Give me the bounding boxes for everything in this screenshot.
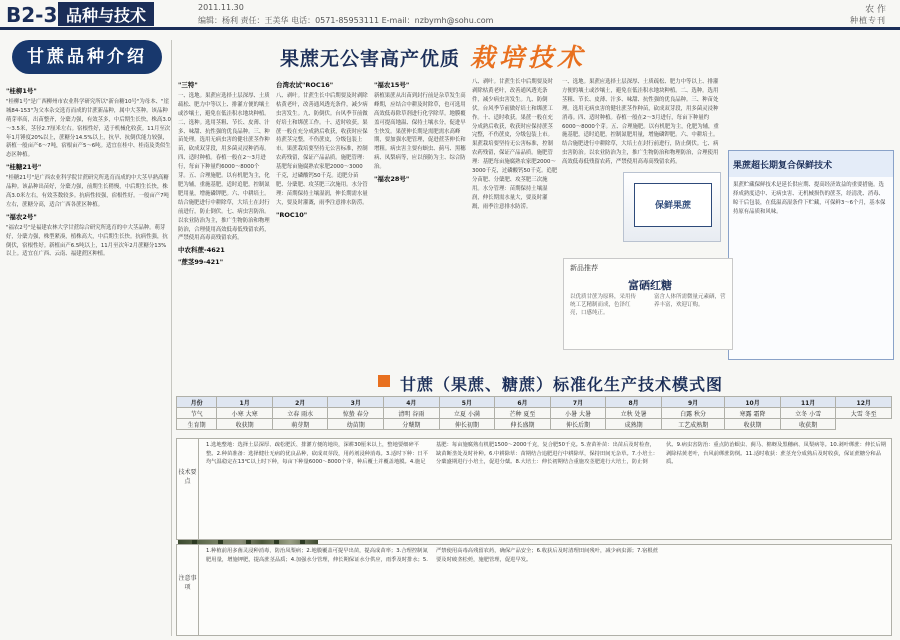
table-cell: 月份 — [177, 397, 217, 408]
table-cell: 立夏 小满 — [439, 408, 495, 419]
variety-subtitle: "蔗茎99-421" — [178, 258, 224, 267]
table-cell: 惊蛰 春分 — [328, 408, 384, 419]
table-cell: 伸长初期 — [439, 419, 495, 430]
product-label: 保鲜果蔗 — [634, 183, 712, 227]
table-cell: 收获期 — [780, 419, 836, 430]
table-cell: 4月 — [384, 397, 440, 408]
table-cell: 1月 — [217, 397, 273, 408]
table-cell: 立秋 处暑 — [606, 408, 662, 419]
table-cell: 萌芽期 — [272, 419, 328, 430]
page-category-sub: 种植专刊 — [850, 16, 886, 25]
table-cell: 清明 谷雨 — [384, 408, 440, 419]
left-column — [6, 40, 172, 636]
notes-block — [176, 544, 892, 636]
article-text: 一、选地。果蔗应选择土层深厚、土质疏松、肥力中等以上、排灌方便的壤土或沙壤土，避免在低洼积水地块种植。二、选种。选用茎粗、节长、皮薄、汁多、味甜、抗性强的优良品种。三、种苗处理。选用无病虫害的健壮蔗茎作种苗，砍成双芽段，用多菌灵浸种消毒。四、适时种植。春植一般在2～3月进行，每亩下种量约6000～8000个芽。五、合理施肥。以有机肥为主，化肥为辅，重施基肥，适时追肥，控制氮肥用量，增施磷钾肥。六、中耕培土。结合施肥进行中耕除草，大培土在封行前进行，防止倒伏。七、病虫害防治。以农业防治为主，推广生物防治和物理防治，合理使用高效低毒低残留农药，严禁使用高毒高残留农药。 — [178, 92, 270, 242]
page-number: B2-3 — [6, 3, 58, 27]
variety-subtitle: "ROC10" — [276, 210, 308, 219]
ad-kicker: 新品推荐 — [570, 264, 598, 272]
table-row — [177, 408, 892, 419]
table-cell: 寒露 霜降 — [725, 408, 781, 419]
variety-paragraph: "桂糖21号"是广西农业科学院甘蔗研究所选育而成的中大茎早熟高糖品种。该品种出苗好，分蘖力强，前期生长稍慢，中后期生长快，株高3.0米左右，有效茎数较多。抗病性较强，宿根性好。一般亩产7吨左右，蔗糖分高，适合广西各蔗区种植。 — [6, 175, 169, 208]
variety-subtitle: "桂柳1号" — [6, 87, 37, 95]
table-cell: 大雪 冬至 — [836, 408, 892, 419]
table-cell: 芒种 夏至 — [495, 408, 551, 419]
table-cell: 白露 秋分 — [661, 408, 724, 419]
issue-date: 2011.11.30 — [198, 3, 244, 12]
variety-subtitle: "三特" — [178, 81, 198, 89]
table-title: 甘蔗（果蔗、糖蔗）标准化生产技术模式图 — [400, 372, 723, 395]
product-image — [623, 172, 721, 242]
table-cell: 小寒 大寒 — [217, 408, 273, 419]
editor-info: 编辑：杨利 责任：王美华 电话：0571-85953111 E-mail：nzbymh@sohu.com — [198, 16, 494, 25]
table-cell: 2月 — [272, 397, 328, 408]
variety-subtitle: "桂糖21号" — [6, 163, 42, 172]
article-text: 新植果蔗从出苗到封行前是杂草发生高峰期，应结合中耕及时除草，也可选用高效低毒除草剂进行化学除草。地膜覆盖可提高地温、保持土壤水分，促进早生快发。果蔗伸长期是需肥需水高峰期，要加强水肥管理，促进蔗茎伸长和增粗。病虫害主要有螟虫、蓟马、黑穗病、凤梨病等，应以预防为主、综合防治。 — [374, 92, 466, 171]
table-cell: 7月 — [550, 397, 606, 408]
variety-paragraph: "福农2号"是福建农林大学甘蔗综合研究所选育的中大茎品种。萌芽好，分蘖力强，株型紧凑，植株高大，中后期生长快。抗病性强，抗倒伏，宿根性好。新植亩产6.5吨以上，11月至次年2月蔗糖分13%以上。适宜在广西、云南、福建蔗区种植。 — [6, 224, 168, 258]
article-col-3 — [374, 78, 466, 368]
article-col-2 — [276, 78, 368, 368]
table-cell: 5月 — [439, 397, 495, 408]
tech-points-block — [176, 438, 892, 540]
headline-accent: 栽培技术 — [470, 43, 587, 72]
table-row — [177, 419, 892, 430]
table-cell: 伸长盛期 — [495, 419, 551, 430]
variety-subtitle: 中农科蔗-4621 — [178, 246, 225, 255]
table-cell: 幼苗期 — [328, 419, 384, 430]
table-cell: 立春 雨水 — [272, 408, 328, 419]
ad-text-right: 富含人体所需微量元素硒，营养丰富，欢迎订购。 — [654, 294, 726, 308]
table-cell: 9月 — [661, 397, 724, 408]
ad-text-left: 以优质甘蔗为原料，采用传统工艺精制而成，色泽红亮，口感纯正。 — [570, 294, 637, 316]
section-title: 品种与技术 — [58, 2, 154, 26]
tech-table — [176, 396, 892, 430]
page-header — [0, 0, 900, 30]
variety-paragraph: "桂柳1号"是广西柳州市农业科学研究所以"新台糖10号"为母本、"崖城84-153"为父本杂交选育而成的甘蔗新品种，属中大茎种。该品种萌芽率高，出苗整齐，分蘖力强，有效茎多，中后期生长快，株高3.0～3.5米，茎径2.7厘米左右。宿根性好，适于机械化收获。11月至次年1月锤度20%以上，蔗糖分14.5%以上，抗旱、抗倒伏能力较强，新植一般亩产6～7吨，宿根亩产5～6吨。适宜在桂中、桂南及类似生态区种植。 — [6, 98, 171, 159]
preservation-text: 果蔗贮藏保鲜技术是延长供应期、提高经济效益的重要措施。选择成熟度适中、无病虫害、无机械损伤的蔗茎，经清洗、消毒、晾干后包装，在低温高湿条件下贮藏，可保鲜3～6个月，基本保持原有品质和风味。 — [733, 182, 886, 215]
block-side-label: 注意事项 — [177, 545, 199, 635]
article-text: 八、剥叶。甘蔗生长中后期要及时剥除枯黄老叶，改善通风透光条件，减少病虫害发生。九、防倒伏。台风季节前做好培土和绑蔗工作。十、适时收获。果蔗一般在充分成熟后收获，收获时应保持蔗茎完整，不伤蔗皮，分级包装上市。果蔗栽培要坚持无公害标准，控制农药残留，保证产品品质。施肥管理：基肥每亩施腐熟农家肥2000～3000千克，过磷酸钙50千克。追肥分苗肥、分蘖肥、攻茎肥三次施用。水分管理：苗期保持土壤湿润，伸长期需水量大，要及时灌溉，雨季注意排水防涝。 — [276, 92, 368, 206]
advertisement — [563, 258, 733, 350]
article-col-4 — [472, 78, 558, 368]
block-side-label: 技术要点 — [177, 439, 199, 539]
table-cell: 伸长后期 — [550, 419, 606, 430]
preservation-banner: 果蔗超长期复合保鲜技术 — [729, 151, 893, 177]
table-cell: 3月 — [328, 397, 384, 408]
ad-brand: 富硒红糖 — [628, 279, 672, 292]
table-cell: 12月 — [836, 397, 892, 408]
table-cell: 6月 — [495, 397, 551, 408]
table-cell: 小暑 大暑 — [550, 408, 606, 419]
article-text: 八、剥叶。甘蔗生长中后期要及时剥除枯黄老叶，改善通风透光条件，减少病虫害发生。九、防倒伏。台风季节前做好培土和绑蔗工作。十、适时收获。果蔗一般在充分成熟后收获，收获时应保持蔗茎完整，不伤蔗皮，分级包装上市。果蔗栽培要坚持无公害标准，控制农药残留，保证产品品质。施肥管理：基肥每亩施腐熟农家肥2000～3000千克，过磷酸钙50千克。追肥分苗肥、分蘖肥、攻茎肥三次施用。水分管理：苗期保持土壤湿润，伸长期需水量大，要及时灌溉，雨季注意排水防涝。 — [472, 79, 558, 210]
table-cell: 分蘖期 — [384, 419, 440, 430]
variety-subtitle: "福农2号" — [6, 212, 37, 221]
block-text: 1.选地整地：选择土层深厚、疏松肥沃、排灌方便的地块，深耕30厘米以上，整地要细碎平整。2.种苗准备：选择健壮无病的优良品种，砍成双芽段，用药剂浸种消毒。3.适时下种：日平均气温稳定在13℃以上时下种，每亩下种量6000～8000个芽，种后覆土并覆盖地膜。4.施足基肥：每亩施腐熟有机肥1500～2000千克，复合肥50千克。5.查苗补苗：出苗后及时检查，缺苗断垄处及时补种。6.中耕除草：苗期结合追肥进行中耕除草，保持田间无杂草。7.小培土：分蘖盛期进行小培土，促进分蘖。8.大培土：伸长初期结合重施攻茎肥进行大培土，防止倒伏。9.病虫害防治：重点防治螟虫、蓟马、棉蚜及黑穗病、凤梨病等。10.剥叶绑蔗：伸长后期剥除枯黄老叶，台风前绑蔗防倒。11.适时收获：蔗茎充分成熟后及时收获，保证蔗糖分和品质。 — [206, 442, 887, 466]
variety-subtitle: 台湾农试"ROC16" — [276, 81, 334, 89]
variety-subtitle: "福农15号" — [374, 81, 410, 89]
table-cell: 11月 — [780, 397, 836, 408]
variety-banner: 甘蔗品种介绍 — [12, 40, 162, 74]
table-cell: 工艺成熟期 — [661, 419, 724, 430]
table-cell: 成熟期 — [606, 419, 662, 430]
table-cell: 收获期 — [725, 419, 781, 430]
article-text: 一、选地。果蔗应选择土层深厚、土质疏松、肥力中等以上、排灌方便的壤土或沙壤土，避免在低洼积水地块种植。二、选种。选用茎粗、节长、皮薄、汁多、味甜、抗性强的优良品种。三、种苗处理。选用无病虫害的健壮蔗茎作种苗，砍成双芽段，用多菌灵浸种消毒。四、适时种植。春植一般在2～3月进行，每亩下种量约6000～8000个芽。五、合理施肥。以有机肥为主，化肥为辅，重施基肥，适时追肥，控制氮肥用量，增施磷钾肥。六、中耕培土。结合施肥进行中耕除草，大培土在封行前进行，防止倒伏。七、病虫害防治。以农业防治为主，推广生物防治和物理防治，合理使用高效低毒低残留农药，严禁使用高毒高残留农药。 — [562, 79, 719, 166]
variety-article — [6, 84, 171, 624]
page-category: 农 作 — [865, 5, 886, 15]
table-cell: 收获期 — [217, 419, 273, 430]
table-row — [177, 397, 892, 408]
main-headline: 果蔗无公害高产优质 — [280, 48, 461, 70]
table-cell: 生育期 — [177, 419, 217, 430]
table-cell: 立冬 小雪 — [780, 408, 836, 419]
preservation-box — [728, 150, 894, 360]
block-text: 1.种植前用多菌灵浸种消毒，防治凤梨病；2.地膜覆盖可提早出苗，提高成苗率；3.合理控制氮肥用量，增施钾肥，提高蔗茎品质；4.加强水分管理，伸长期保证水分供应，雨季及时排水；5.严禁使用高毒高残留农药，确保产品安全；6.收获后及时清理田间残叶，减少病虫源；7.宿根蔗要及时破垄松蔸，施肥管理，促进早发。 — [206, 548, 658, 563]
table-cell: 10月 — [725, 397, 781, 408]
variety-subtitle: "福农28号" — [374, 175, 410, 184]
table-cell: 节气 — [177, 408, 217, 419]
table-cell: 8月 — [606, 397, 662, 408]
